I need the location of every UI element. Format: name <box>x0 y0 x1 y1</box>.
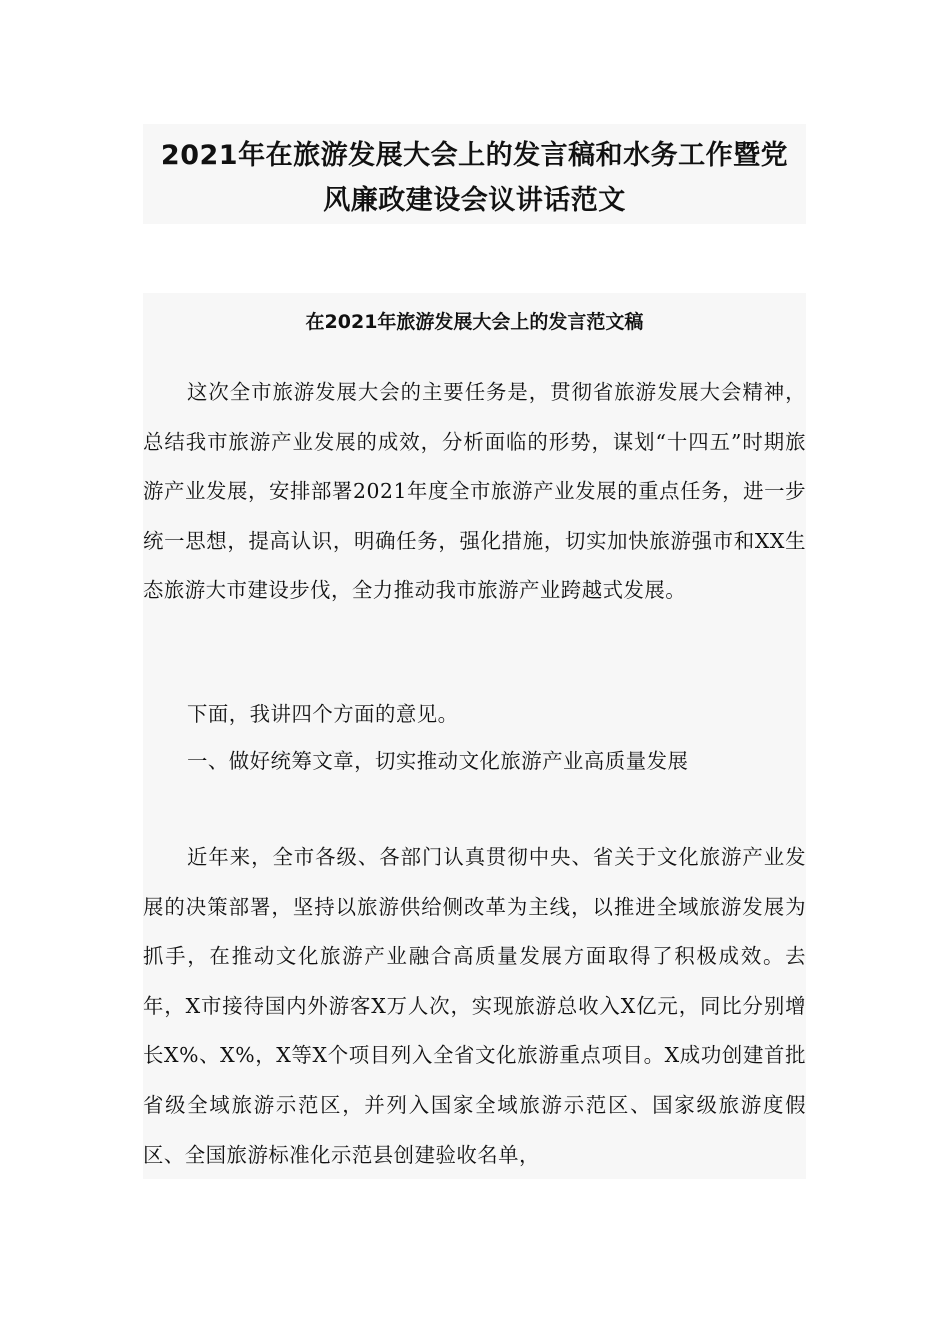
document-title <box>143 124 806 223</box>
paragraph-achievements: 近年来，全市各级、各部门认真贯彻中央、省关于文化旅游产业发展的决策部署，坚持以旅游供给侧改革为主线，以推进全域旅游发展为抓手，在推动文化旅游产业融合高质量发展方面取得了积极成效。去年，X市接待国内外游客X万人次，实现旅游总收入X亿元，同比分别增长X%、X%，X等X个项目列入全省文化旅游重点项目。X成功创建首批省级全域旅游示范区，并列入国家全域旅游示范区、国家级旅游度假区、全国旅游标准化示范县创建验收名单， <box>143 845 806 1167</box>
document-title-line-2: 风廉政建设会议讲话范文 <box>323 185 626 216</box>
section-heading: 在2021年旅游发展大会上的发言范文稿 <box>305 311 644 333</box>
paragraph-intro: 这次全市旅游发展大会的主要任务是，贯彻省旅游发展大会精神，总结我市旅游产业发展的成效，分析面临的形势，谋划“十四五”时期旅游产业发展，安排部署2021年度全市旅游产业发展的重点任务，进一步统一思想，提高认识，明确任务，强化措施，切实加快旅游强市和XX生态旅游大市建设步伐，全力推动我市旅游产业跨越式发展。 <box>143 380 806 603</box>
body-block <box>143 293 806 1179</box>
paragraph-transition: 下面，我讲四个方面的意见。 <box>187 702 459 726</box>
title-block <box>143 124 806 224</box>
paragraph-section-one-heading: 一、做好统筹文章，切实推动文化旅游产业高质量发展 <box>187 749 689 773</box>
document-title-line-1: 2021年在旅游发展大会上的发言稿和水务工作暨党 <box>160 140 789 171</box>
